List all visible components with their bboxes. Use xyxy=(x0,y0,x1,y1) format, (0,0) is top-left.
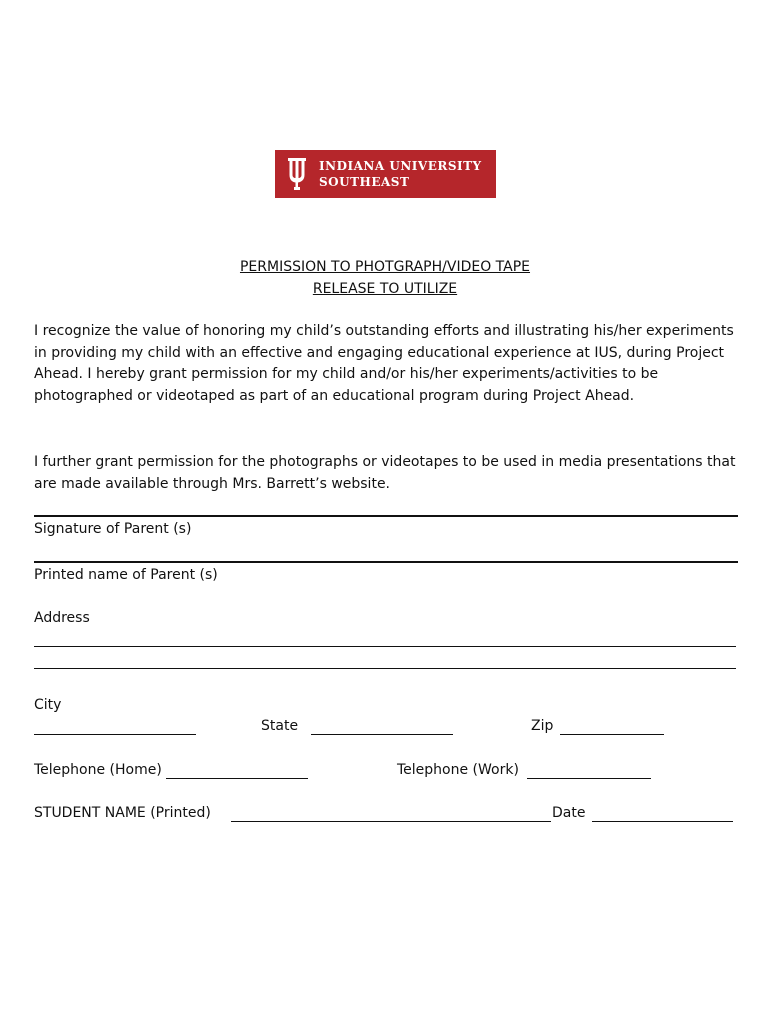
address-line-1[interactable] xyxy=(34,646,736,647)
telephone-work-line[interactable] xyxy=(527,778,651,779)
date-line[interactable] xyxy=(592,821,733,822)
zip-label: Zip xyxy=(531,718,554,734)
telephone-work-label: Telephone (Work) xyxy=(397,762,519,778)
student-name-line[interactable] xyxy=(231,821,551,822)
date-label: Date xyxy=(552,805,586,821)
telephone-home-line[interactable] xyxy=(166,778,308,779)
telephone-home-label: Telephone (Home) xyxy=(34,762,162,778)
printed-name-label: Printed name of Parent (s) xyxy=(34,567,218,583)
printed-name-line[interactable] xyxy=(34,561,738,563)
address-label: Address xyxy=(34,610,90,626)
form-title: PERMISSION TO PHOTGRAPH/VIDEO TAPE xyxy=(239,259,531,275)
state-label: State xyxy=(261,718,299,734)
logo-text-line1: INDIANA UNIVERSITY xyxy=(319,159,482,173)
signature-label: Signature of Parent (s) xyxy=(34,521,192,537)
zip-line[interactable] xyxy=(560,734,664,735)
state-line[interactable] xyxy=(311,734,453,735)
form-subtitle: RELEASE TO UTILIZE xyxy=(312,281,458,297)
university-logo xyxy=(275,150,496,198)
logo-text-line2: SOUTHEAST xyxy=(319,175,410,189)
trident-icon xyxy=(285,156,309,192)
city-line[interactable] xyxy=(34,734,196,735)
address-line-2[interactable] xyxy=(34,668,736,669)
signature-line[interactable] xyxy=(34,515,738,517)
city-label: City xyxy=(34,697,62,713)
student-name-label: STUDENT NAME (Printed) xyxy=(34,805,211,821)
consent-paragraph: I recognize the value of honoring my child’s outstanding efforts and illustrating his/her experiments in providing my child with an effective and engaging educational experience at IUS, during Project Ahead. I hereby grant permission for my child and/or his/her experiments/activities to be photographed or videotaped as part of an educational program during Project Ahead. xyxy=(34,323,734,404)
media-permission-paragraph: I further grant permission for the photographs or videotapes to be used in media presentations that are made available through Mrs. Barrett’s website. xyxy=(34,454,736,492)
